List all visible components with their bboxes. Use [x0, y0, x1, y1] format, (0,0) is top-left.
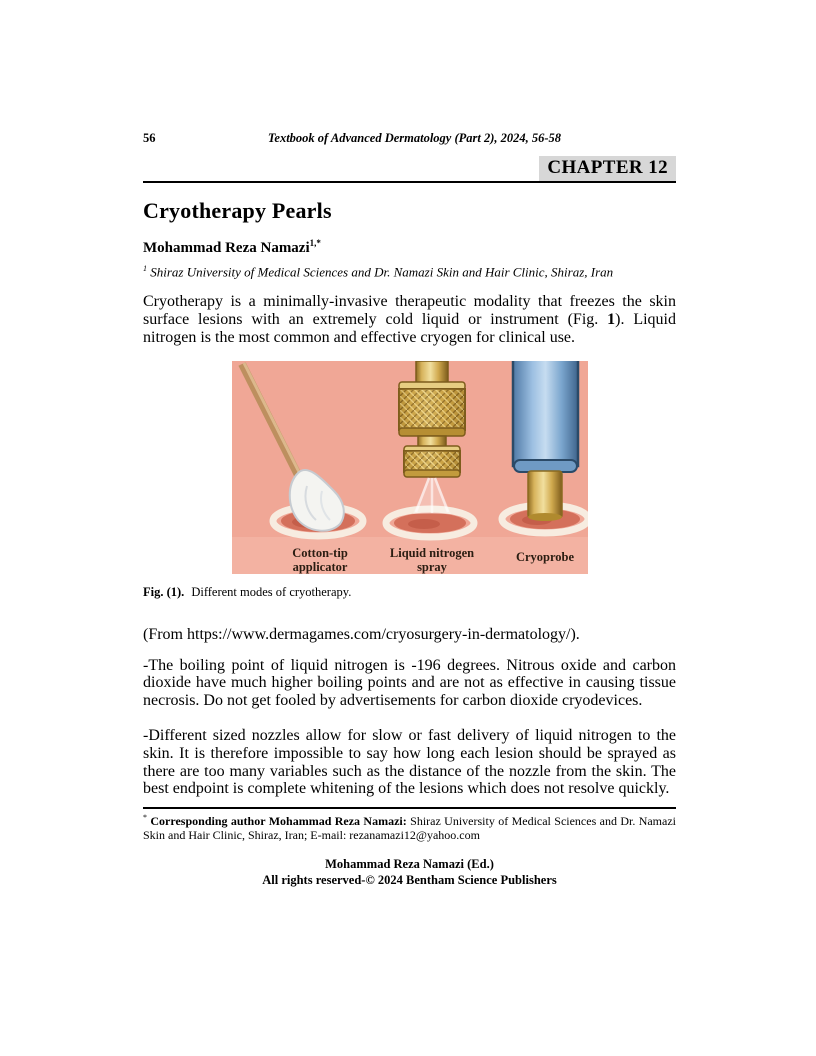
running-header — [143, 131, 676, 146]
lesion-2-core — [408, 519, 440, 529]
affiliation-line — [143, 264, 676, 280]
probe-tip — [528, 471, 562, 518]
label-cotton-line2: applicator — [292, 560, 347, 575]
intro-text-pre: Cryotherapy is a minimally-invasive therapeutic modality that freezes the skin surface lesions with an extremely cold liquid or instrument (Fig. — [143, 293, 676, 328]
page-title: Cryotherapy Pearls — [143, 198, 332, 223]
probe-tip-base — [528, 513, 562, 521]
text-column — [143, 0, 676, 888]
chapter-rule — [143, 156, 676, 183]
probe-body — [513, 361, 578, 466]
nozzle-bottom-rim — [404, 470, 460, 477]
nozzle-knurl-small-shade — [404, 451, 460, 472]
book-editor: Mohammad Reza Namazi (Ed.) — [325, 857, 494, 872]
paragraph-boiling-point: -The boiling point of liquid nitrogen is -196 degrees. Nitrous oxide and carbon dioxide have much higher boiling points and are not as effective in causing tissue necrosis. Do not get fooled by advertisements for carbon dioxide cryodevices. — [143, 656, 676, 709]
label-cotton-line1: Cotton-tip — [291, 546, 348, 561]
paragraph-nozzles: -Different sized nozzles allow for slow or fast delivery of liquid nitrogen to the skin. It is therefore impossible to say how long each lesion should be sprayed as there are too many variables such as the distance of the nozzle from the skin. The best endpoint is complete whitening of the lesions which does not resolve quickly. — [143, 727, 676, 798]
copyright-line: All rights reserved-© 2024 Bentham Science Publishers — [262, 873, 557, 888]
probe-collar — [514, 460, 577, 472]
author-superscript: 1,* — [309, 238, 321, 248]
nozzle-knurl-large-shade — [399, 389, 465, 430]
page-number: 56 — [143, 131, 156, 145]
label-spray-line1: Liquid nitrogen — [389, 546, 474, 561]
footnote-marker: * — [143, 812, 147, 822]
author-name: Mohammad Reza Namazi — [143, 240, 310, 256]
source-line: (From https://www.dermagames.com/cryosurgery-in-dermatology/). — [143, 626, 580, 644]
footnote-divider — [143, 807, 676, 809]
running-title: Textbook of Advanced Dermatology (Part 2), 2024, 56-58 — [267, 131, 562, 145]
chapter-badge: CHAPTER 12 — [539, 156, 676, 181]
footnote-text: Shiraz University of Medical Sciences and Dr. Namazi Skin and Hair Clinic, Shiraz, Iran; E-mail: rezanamazi12@yahoo.com — [143, 813, 677, 843]
label-cryoprobe: Cryoprobe — [515, 550, 574, 565]
intro-paragraph — [143, 293, 676, 346]
figure-1 — [232, 361, 588, 574]
figure-caption-text: Different modes of cryotherapy. — [191, 585, 352, 600]
figure-reference: 1 — [607, 310, 616, 328]
figure-illustration — [232, 361, 588, 574]
figure-caption-label: Fig. (1). — [143, 585, 185, 600]
nozzle-mid-rim — [399, 428, 465, 436]
affiliation-text: Shiraz University of Medical Sciences and Dr. Namazi Skin and Hair Clinic, Shiraz, Iran — [150, 264, 614, 280]
footnote-bold-text: Corresponding author Mohammad Reza Namazi: — [150, 813, 407, 828]
corresponding-author-note — [143, 813, 676, 843]
affiliation-marker: 1 — [143, 264, 147, 273]
intro-text-post: ). Liquid nitrogen is the most common and effective cryogen for clinical use. — [143, 310, 676, 346]
figure-caption — [143, 585, 676, 600]
label-spray-line2: spray — [416, 560, 447, 575]
author-line — [143, 238, 676, 257]
